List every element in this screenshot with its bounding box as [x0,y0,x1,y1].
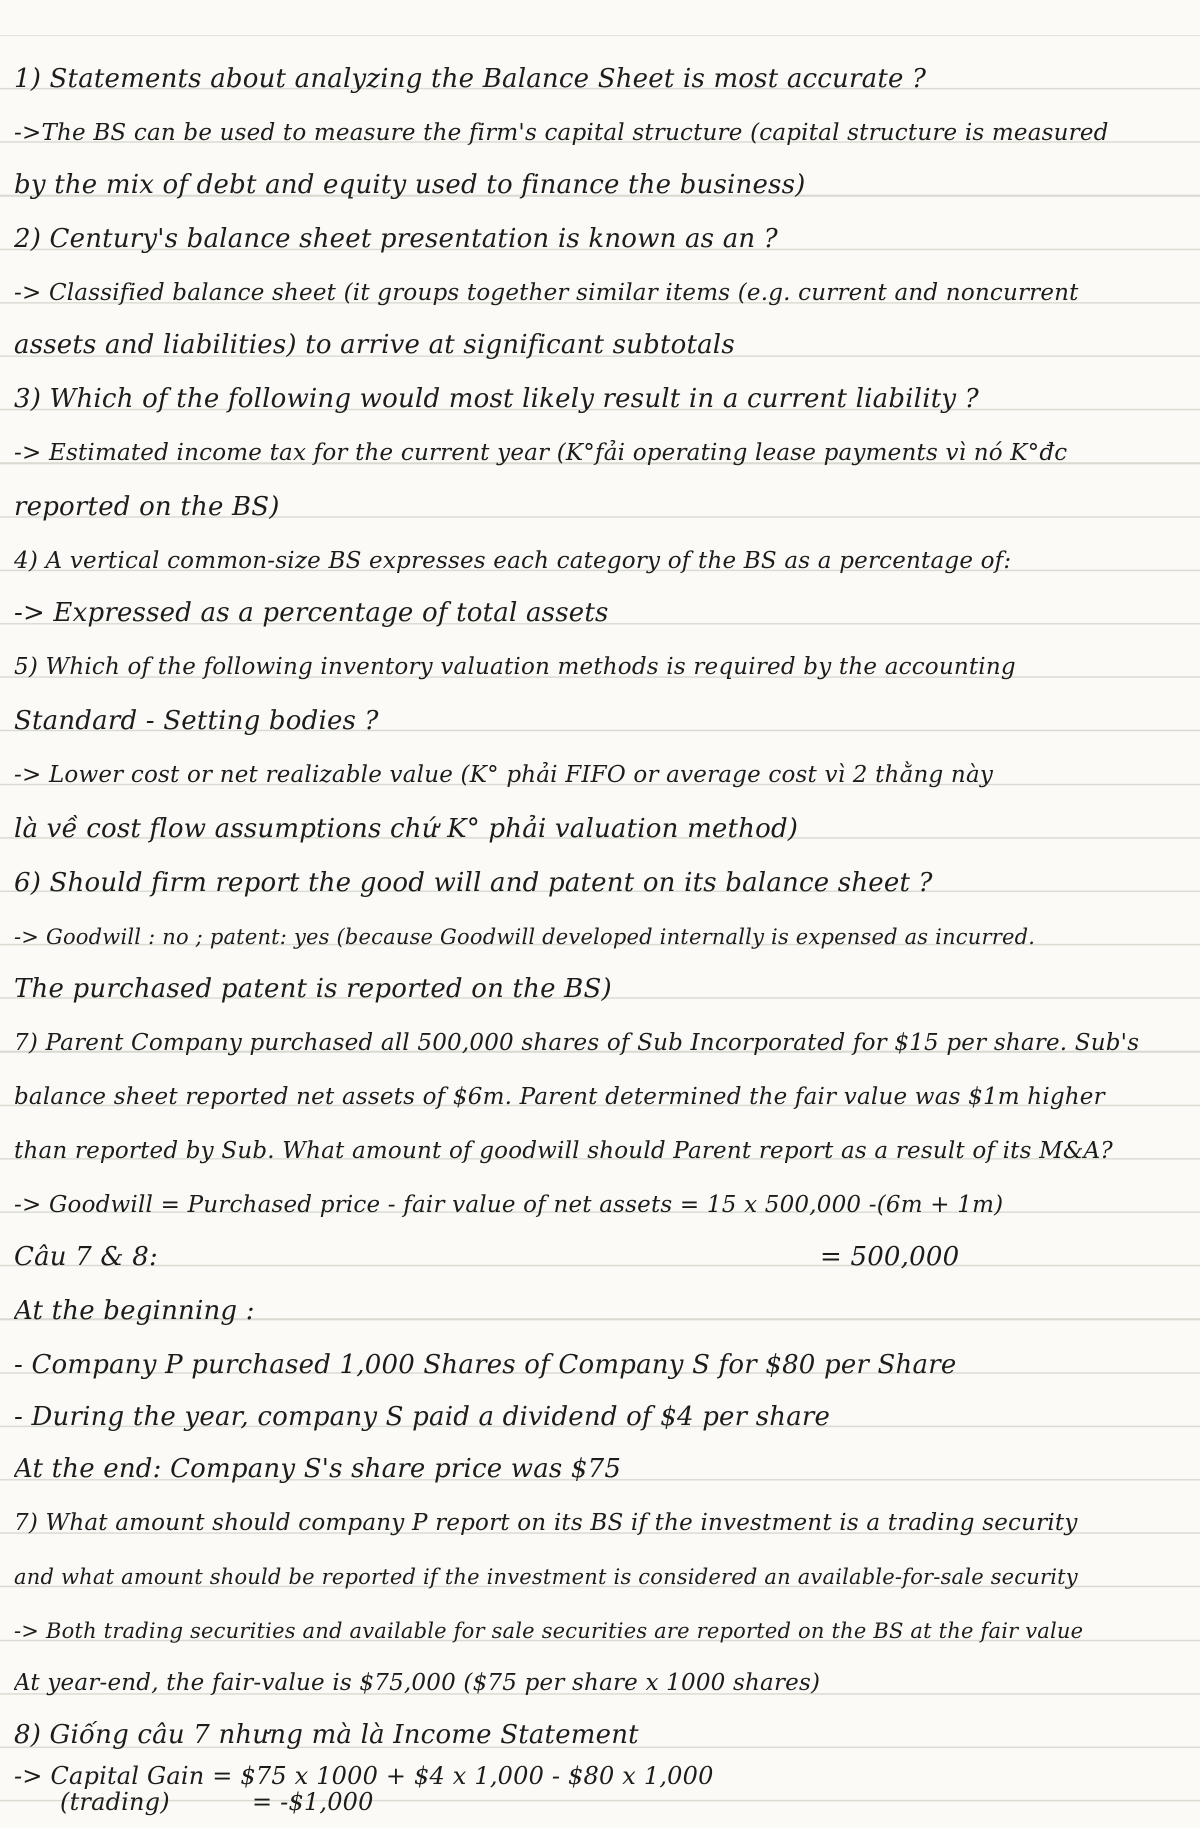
question-2: 2) Century's balance sheet presentation is known as an ? [14,224,778,254]
answer-7b-line-1: -> Both trading securities and available for sale securities are reported on the BS at the fair value [14,1619,1084,1643]
answer-3-line-2: reported on the BS) [14,492,280,522]
question-4: 4) A vertical common-size BS expresses each category of the BS as a percentage of: [14,548,1012,574]
answer-8-formula: -> Capital Gain = $75 x 1000 + $4 x 1,000 - $80 x 1,000 [14,1762,714,1790]
answer-7a-formula: -> Goodwill = Purchased price - fair value of net assets = 15 x 500,000 -(6m + 1m) [14,1192,1004,1218]
answer-2-line-1: -> Classified balance sheet (it groups together similar items (e.g. current and noncurrent [14,280,1079,306]
fact-purchase: - Company P purchased 1,000 Shares of Company S for $80 per Share [14,1350,957,1380]
answer-7b-line-2: At year-end, the fair-value is $75,000 ($75 per share x 1000 shares) [14,1670,821,1696]
answer-5-line-1: -> Lower cost or net realizable value (K° phải FIFO or average cost vì 2 thằng này [14,762,994,788]
answer-1-line-2: by the mix of debt and equity used to finance the business) [14,170,806,200]
answer-8-result: = -$1,000 [252,1788,374,1816]
question-7b-line-1: 7) What amount should company P report on its BS if the investment is a trading security [14,1510,1078,1536]
answer-2-line-2: assets and liabilities) to arrive at significant subtotals [14,330,735,360]
question-6: 6) Should firm report the good will and patent on its balance sheet ? [14,868,933,898]
answer-7a-result: = 500,000 [820,1242,960,1272]
answer-5-line-2: là về cost flow assumptions chứ K° phải valuation method) [14,814,799,844]
question-8: 8) Giống câu 7 nhưng mà là Income Statement [14,1720,639,1750]
answer-8-trading-label: (trading) [60,1788,170,1816]
question-1: 1) Statements about analyzing the Balance Sheet is most accurate ? [14,64,927,94]
answer-6-line-2: The purchased patent is reported on the BS) [14,974,612,1004]
question-7a-line-2: balance sheet reported net assets of $6m. Parent determined the fair value was $1m higher [14,1084,1105,1110]
fact-dividend: - During the year, company S paid a dividend of $4 per share [14,1402,831,1432]
fact-year-end-price: At the end: Company S's share price was $75 [14,1454,622,1484]
question-5-line-2: Standard - Setting bodies ? [14,706,379,736]
beginning-heading: At the beginning : [14,1296,255,1326]
section-heading-7-8: Câu 7 & 8: [14,1242,158,1272]
question-3: 3) Which of the following would most likely result in a current liability ? [14,384,979,414]
question-7a-line-1: 7) Parent Company purchased all 500,000 shares of Sub Incorporated for $15 per share. Sub's [14,1030,1140,1056]
question-7a-line-3: than reported by Sub. What amount of goodwill should Parent report as a result of its M&A? [14,1138,1113,1164]
answer-6-line-1: -> Goodwill : no ; patent: yes (because Goodwill developed internally is expensed as incurred. [14,925,1036,949]
answer-3-line-1: -> Estimated income tax for the current year (K°fải operating lease payments vì nó K°đc [14,440,1068,466]
question-7b-line-2: and what amount should be reported if the investment is considered an available-for-sale security [14,1565,1078,1589]
answer-1-line-1: ->The BS can be used to measure the firm's capital structure (capital structure is measured [14,120,1109,146]
answer-4: -> Expressed as a percentage of total assets [14,598,609,628]
question-5-line-1: 5) Which of the following inventory valuation methods is required by the accounting [14,654,1016,680]
